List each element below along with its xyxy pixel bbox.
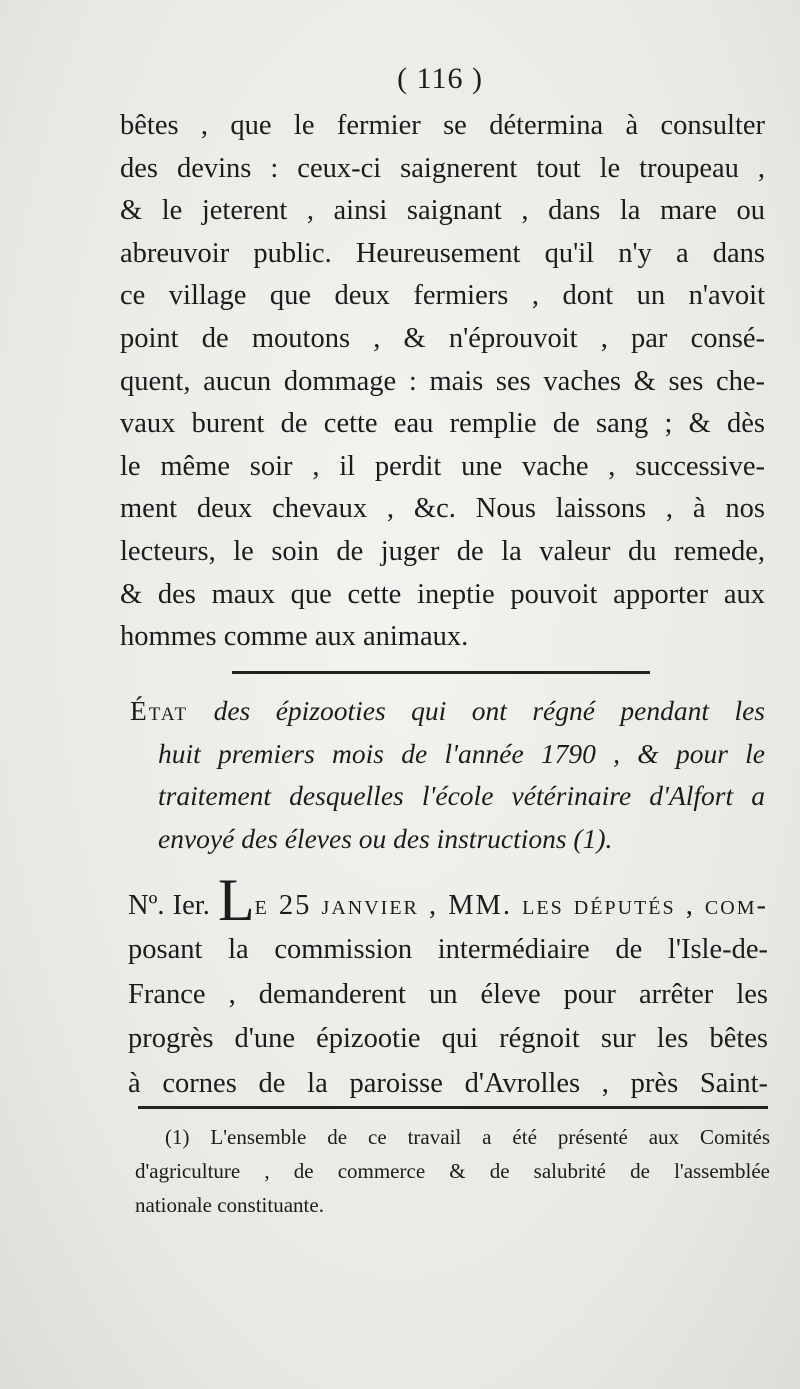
- section-line-text: e 25 janvier , MM. les députés , com-: [254, 890, 768, 921]
- footnote: [135, 1120, 770, 1222]
- paragraph-line: ce village que deux fermiers , dont un n'avoit: [120, 280, 765, 312]
- section-first-line: [128, 867, 768, 933]
- page-number: ( 116 ): [397, 62, 483, 95]
- section-first: [128, 867, 768, 1106]
- paragraph-line: vaux burent de cette eau remplie de sang ; & dès: [120, 408, 765, 440]
- section-number: Nº. Ier.: [128, 890, 210, 921]
- paragraph-line: quent, aucun dommage : mais ses vaches & ses che-: [120, 365, 765, 397]
- etat-line-text: des épizooties qui ont régné pendant les: [213, 695, 766, 726]
- section-line: posant la commission intermédiaire de l'Isle-de-: [128, 934, 768, 966]
- paragraph-line: lecteurs, le soin de juger de la valeur du remede,: [120, 535, 765, 567]
- dropcap-letter: L: [217, 867, 255, 933]
- paragraph-line: abreuvoir public. Heureusement qu'il n'y a dans: [120, 237, 765, 269]
- section-line: à cornes de la paroisse d'Avrolles , près Saint-: [128, 1067, 768, 1099]
- main-paragraph: [120, 105, 765, 659]
- etat-lead-word: État: [130, 695, 189, 726]
- etat-line: [130, 690, 765, 733]
- section-line: France , demanderent un éleve pour arrêter les: [128, 978, 768, 1010]
- paragraph-line: hommes comme aux animaux.: [120, 621, 469, 653]
- paragraph-line: ment deux chevaux , &c. Nous laissons , à nos: [120, 493, 765, 525]
- paragraph-line: point de moutons , & n'éprouvoit , par consé-: [120, 322, 765, 354]
- footnote-line: nationale constituante.: [135, 1193, 324, 1217]
- paragraph-line: des devins : ceux-ci saignerent tout le troupeau ,: [120, 152, 765, 184]
- paragraph-line: le même soir , il perdit une vache , successive-: [120, 450, 765, 482]
- etat-line: envoyé des éleves ou des instructions (1).: [158, 822, 613, 854]
- footnote-line: d'agriculture , de commerce & de salubrité de l'assemblée: [135, 1159, 770, 1183]
- section-line: progrès d'une épizootie qui régnoit sur les bêtes: [128, 1023, 768, 1055]
- paragraph-line: & des maux que cette ineptie pouvoit apporter aux: [120, 578, 765, 610]
- etat-heading: [130, 690, 765, 860]
- section-divider: [232, 671, 650, 674]
- footnote-line: (1) L'ensemble de ce travail a été présenté aux Comités: [165, 1125, 770, 1149]
- paragraph-line: & le jeterent , ainsi saignant , dans la mare ou: [120, 195, 765, 227]
- paragraph-line: bêtes , que le fermier se détermina à consulter: [120, 110, 765, 141]
- etat-line: huit premiers mois de l'année 1790 , & pour le: [158, 737, 765, 769]
- footnote-divider: [138, 1106, 768, 1109]
- etat-line: traitement desquelles l'école vétérinaire d'Alfort a: [158, 780, 765, 812]
